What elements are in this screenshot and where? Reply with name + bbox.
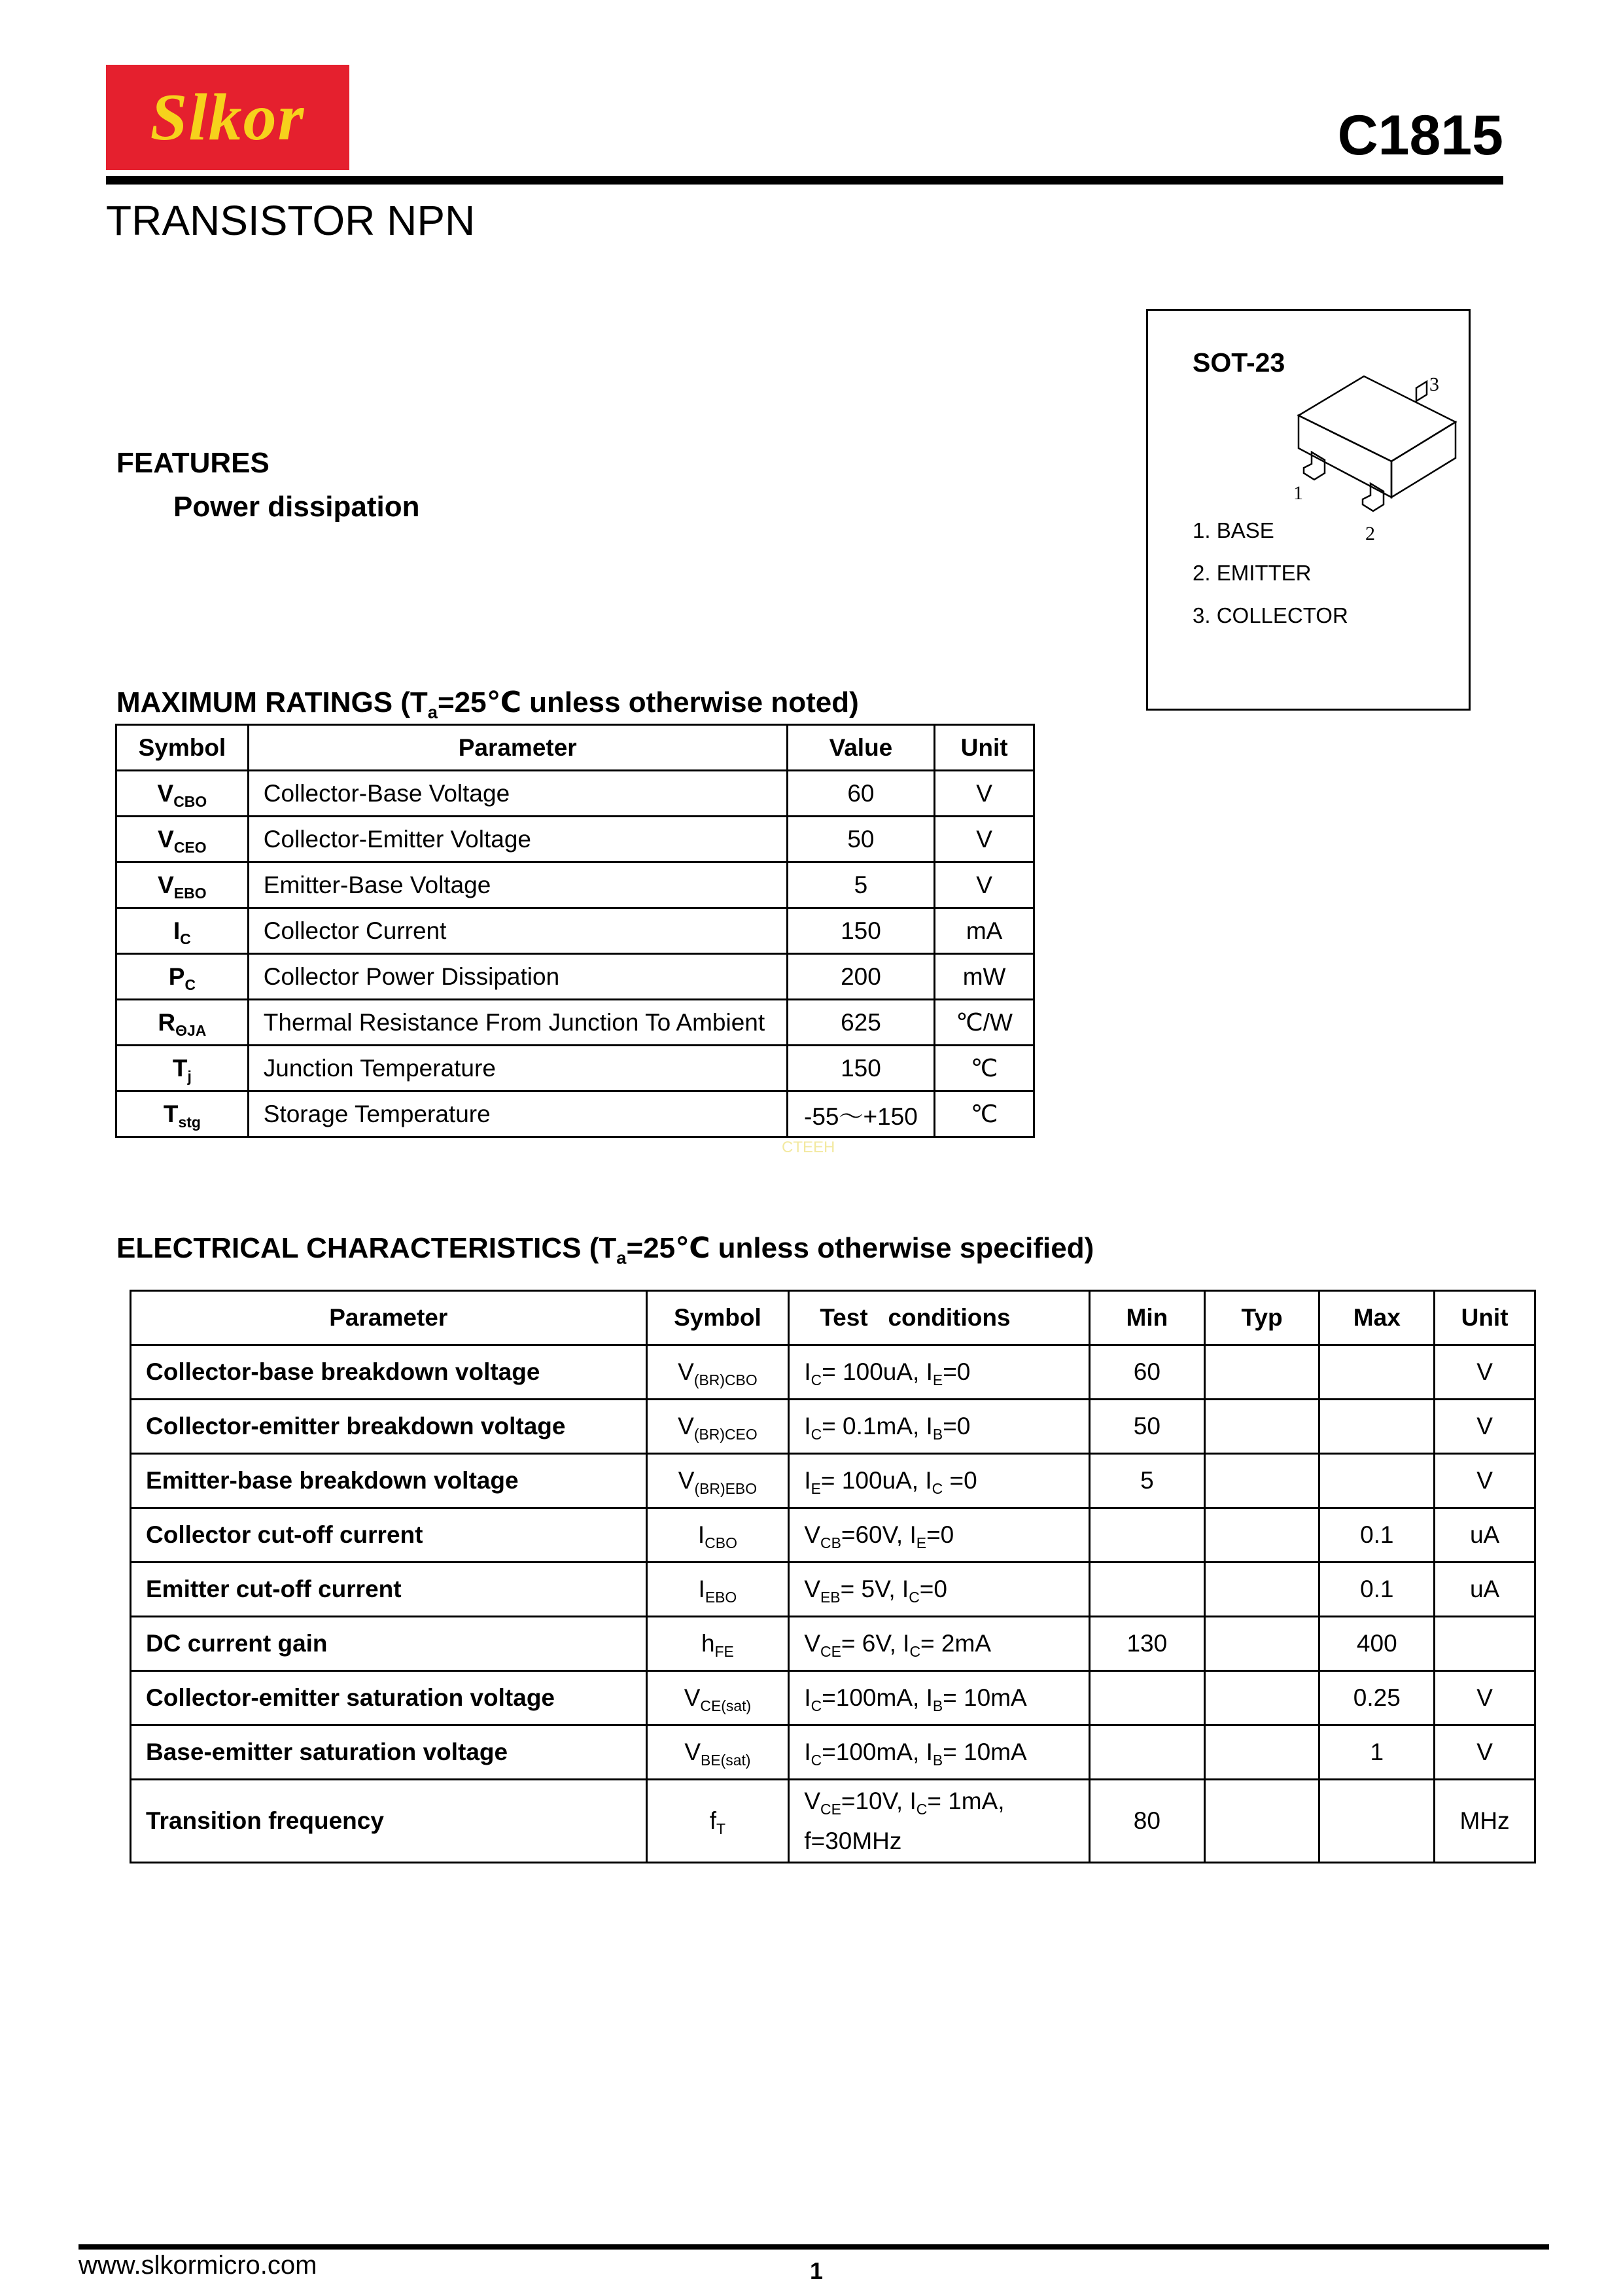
value-cell: 60 [787, 771, 935, 817]
conditions-cell: $V_{CE}=10V$, $I_C= 1mA$, f=30MHz [789, 1780, 1090, 1863]
max-cell: 0.1 [1319, 1563, 1435, 1617]
min-cell [1090, 1563, 1205, 1617]
parameter-cell: Collector-emitter breakdown voltage [131, 1400, 647, 1454]
unit-cell: uA [1435, 1508, 1535, 1563]
value-cell: 5 [787, 862, 935, 908]
page-number: 1 [810, 2257, 824, 2284]
symbol-subscript: CBO [705, 1534, 737, 1552]
symbol-subscript: (BR)CEO [693, 1426, 758, 1443]
typ-cell [1204, 1780, 1319, 1863]
parameter-cell: Storage Temperature [248, 1091, 787, 1137]
table-header-row [116, 725, 1034, 771]
symbol-subscript: BE(sat) [701, 1752, 751, 1769]
conditions-cell: $I_C= 0.1mA$, $I_B=0$ [789, 1400, 1090, 1454]
unit-cell: ℃/W [935, 1000, 1034, 1046]
symbol-subscript: ΘJA [175, 1021, 207, 1039]
header-cell: Unit [935, 725, 1034, 771]
parameter-cell: Collector-Base Voltage [248, 771, 787, 817]
parameter-cell: Transition frequency [131, 1780, 647, 1863]
brand-logo [106, 65, 349, 170]
value-cell: 50 [787, 817, 935, 862]
table-row [131, 1780, 1535, 1863]
unit-cell: uA [1435, 1563, 1535, 1617]
symbol-subscript: stg [178, 1113, 201, 1131]
symbol-cell: $V_{EBO}$ [116, 862, 249, 908]
brand-name: Slkor [150, 80, 305, 154]
symbol-cell: $I_{CBO}$ [646, 1508, 789, 1563]
package-name: SOT-23 [1193, 347, 1285, 378]
typ-cell [1204, 1508, 1319, 1563]
header-cell: Typ [1204, 1291, 1319, 1345]
table-row [131, 1617, 1535, 1671]
parameter-cell: Junction Temperature [248, 1046, 787, 1091]
header-cell: Value [787, 725, 935, 771]
table-row [116, 1046, 1034, 1091]
symbol-cell: $P_C$ [116, 954, 249, 1000]
feature-item: Power dissipation [173, 491, 420, 523]
pin-number-2: 2 [1365, 523, 1375, 544]
conditions-cell: $V_{CE}= 6V$, $I_C= 2mA$ [789, 1617, 1090, 1671]
symbol-cell: $R_{\Theta JA}$ [116, 1000, 249, 1046]
unit-cell: MHz [1435, 1780, 1535, 1863]
pin-number-1: 1 [1293, 482, 1303, 504]
symbol-subscript: C [180, 930, 191, 947]
max-cell [1319, 1454, 1435, 1508]
parameter-cell: Emitter-base breakdown voltage [131, 1454, 647, 1508]
unit-cell: V [1435, 1400, 1535, 1454]
symbol-cell: $I_{EBO}$ [646, 1563, 789, 1617]
symbol-subscript: (BR)EBO [694, 1480, 758, 1498]
pin-number-3: 3 [1429, 374, 1439, 395]
conditions-cell: $I_E= 100uA$, $I_C =0$ [789, 1454, 1090, 1508]
max-cell [1319, 1400, 1435, 1454]
parameter-cell: Thermal Resistance From Junction To Ambient [248, 1000, 787, 1046]
table-row [131, 1400, 1535, 1454]
symbol-cell: $f_T$ [646, 1780, 789, 1863]
symbol-cell: $V_{CE(sat)}$ [646, 1671, 789, 1725]
symbol-subscript: CE(sat) [700, 1697, 752, 1715]
min-cell [1090, 1671, 1205, 1725]
conditions-cell: $I_C=100mA$, $I_B= 10mA$ [789, 1725, 1090, 1780]
symbol-subscript: (BR)CBO [693, 1371, 758, 1389]
page-title: TRANSISTOR NPN [106, 197, 476, 244]
symbol-cell: $V_{(BR)CEO}$ [646, 1400, 789, 1454]
header-cell: Max [1319, 1291, 1435, 1345]
parameter-cell: Collector-emitter saturation voltage [131, 1671, 647, 1725]
pin-emitter: 2. EMITTER [1193, 561, 1312, 585]
sot23-package-drawing [1148, 311, 1473, 713]
header-cell: Unit [1435, 1291, 1535, 1345]
parameter-cell: Collector Current [248, 908, 787, 954]
unit-cell: ℃ [935, 1091, 1034, 1137]
typ-cell [1204, 1345, 1319, 1400]
typ-cell [1204, 1400, 1319, 1454]
value-cell: 150 [787, 908, 935, 954]
parameter-cell: Collector cut-off current [131, 1508, 647, 1563]
table-row [116, 954, 1034, 1000]
unit-cell: V [1435, 1454, 1535, 1508]
header-cell: Parameter [131, 1291, 647, 1345]
table-row [116, 862, 1034, 908]
symbol-subscript: EBO [705, 1589, 737, 1606]
parameter-cell: Emitter-Base Voltage [248, 862, 787, 908]
unit-cell: mA [935, 908, 1034, 954]
conditions-cell: $V_{EB}= 5V$, $I_C=0$ [789, 1563, 1090, 1617]
table-row [116, 1091, 1034, 1137]
typ-cell [1204, 1563, 1319, 1617]
symbol-subscript: C [184, 976, 196, 993]
symbol-subscript: T [716, 1820, 726, 1838]
conditions-cell: $I_C=100mA$, $I_B= 10mA$ [789, 1671, 1090, 1725]
symbol-cell: $T_j$ [116, 1046, 249, 1091]
unit-cell: ℃ [935, 1046, 1034, 1091]
min-cell: 60 [1090, 1345, 1205, 1400]
table-row [116, 1000, 1034, 1046]
parameter-cell: DC current gain [131, 1617, 647, 1671]
parameter-cell: Collector Power Dissipation [248, 954, 787, 1000]
typ-cell [1204, 1617, 1319, 1671]
parameter-cell: Base-emitter saturation voltage [131, 1725, 647, 1780]
header-rule [106, 176, 1503, 185]
electrical-table [130, 1290, 1536, 1863]
conditions-cell: $V_{CB}=60V$, $I_E=0$ [789, 1508, 1090, 1563]
header-cell: Symbol [116, 725, 249, 771]
pin-base: 1. BASE [1193, 518, 1274, 542]
value-cell: 150 [787, 1046, 935, 1091]
unit-cell: V [935, 771, 1034, 817]
header-cell: Test conditions [789, 1291, 1090, 1345]
header-cell: Min [1090, 1291, 1205, 1345]
unit-cell: V [935, 817, 1034, 862]
conditions-cell: $I_C= 100uA$, $I_E=0$ [789, 1345, 1090, 1400]
symbol-cell: $V_{CEO}$ [116, 817, 249, 862]
symbol-subscript: j [187, 1067, 192, 1085]
symbol-cell: $V_{(BR)EBO}$ [646, 1454, 789, 1508]
package-box [1146, 309, 1471, 711]
max-cell [1319, 1345, 1435, 1400]
max-cell: 0.25 [1319, 1671, 1435, 1725]
symbol-cell: $T_{stg}$ [116, 1091, 249, 1137]
features-heading: FEATURES [116, 447, 270, 479]
table-row [131, 1508, 1535, 1563]
electrical-heading: ELECTRICAL CHARACTERISTICS ($T_a=25℃$ unless otherwise specified) [116, 1232, 1094, 1268]
unit-cell: V [1435, 1671, 1535, 1725]
table-row [116, 908, 1034, 954]
symbol-subscript: FE [714, 1643, 734, 1661]
value-cell: 200 [787, 954, 935, 1000]
max-cell [1319, 1780, 1435, 1863]
table-row [131, 1671, 1535, 1725]
unit-cell: V [935, 862, 1034, 908]
table-row [131, 1454, 1535, 1508]
typ-cell [1204, 1671, 1319, 1725]
symbol-cell: $V_{(BR)CBO}$ [646, 1345, 789, 1400]
min-cell: 5 [1090, 1454, 1205, 1508]
table-row [116, 771, 1034, 817]
symbol-cell: $I_C$ [116, 908, 249, 954]
parameter-cell: Collector-Emitter Voltage [248, 817, 787, 862]
min-cell [1090, 1725, 1205, 1780]
pin-collector: 3. COLLECTOR [1193, 603, 1348, 627]
symbol-subscript: EBO [173, 884, 207, 902]
table-row [116, 817, 1034, 862]
header-cell: Parameter [248, 725, 787, 771]
symbol-cell: $V_{BE(sat)}$ [646, 1725, 789, 1780]
min-cell: 130 [1090, 1617, 1205, 1671]
max-cell: 0.1 [1319, 1508, 1435, 1563]
value-cell: 625 [787, 1000, 935, 1046]
symbol-subscript: CBO [173, 792, 207, 810]
website-link[interactable]: www.slkormicro.com [79, 2251, 317, 2280]
max-cell: 400 [1319, 1617, 1435, 1671]
min-cell [1090, 1508, 1205, 1563]
symbol-subscript: CEO [173, 838, 207, 856]
unit-cell: V [1435, 1345, 1535, 1400]
max-cell: 1 [1319, 1725, 1435, 1780]
symbol-cell: $h_{FE}$ [646, 1617, 789, 1671]
table-row [131, 1563, 1535, 1617]
footer-rule [79, 2244, 1549, 2250]
min-cell: 80 [1090, 1780, 1205, 1863]
symbol-cell: $V_{CBO}$ [116, 771, 249, 817]
header-cell: Symbol [646, 1291, 789, 1345]
max-ratings-heading: MAXIMUM RATINGS ($T_a=25℃$ unless otherwise noted) [116, 686, 859, 722]
table-row [131, 1725, 1535, 1780]
unit-cell: V [1435, 1725, 1535, 1780]
max-ratings-table [115, 724, 1035, 1138]
parameter-cell: Emitter cut-off current [131, 1563, 647, 1617]
table-header-row [131, 1291, 1535, 1345]
parameter-cell: Collector-base breakdown voltage [131, 1345, 647, 1400]
typ-cell [1204, 1725, 1319, 1780]
watermark: CTEEH [782, 1139, 835, 1156]
unit-cell: mW [935, 954, 1034, 1000]
unit-cell [1435, 1617, 1535, 1671]
typ-cell [1204, 1454, 1319, 1508]
min-cell: 50 [1090, 1400, 1205, 1454]
value-cell: -55～+150 [787, 1091, 935, 1137]
table-row [131, 1345, 1535, 1400]
part-number: C1815 [1337, 104, 1503, 167]
